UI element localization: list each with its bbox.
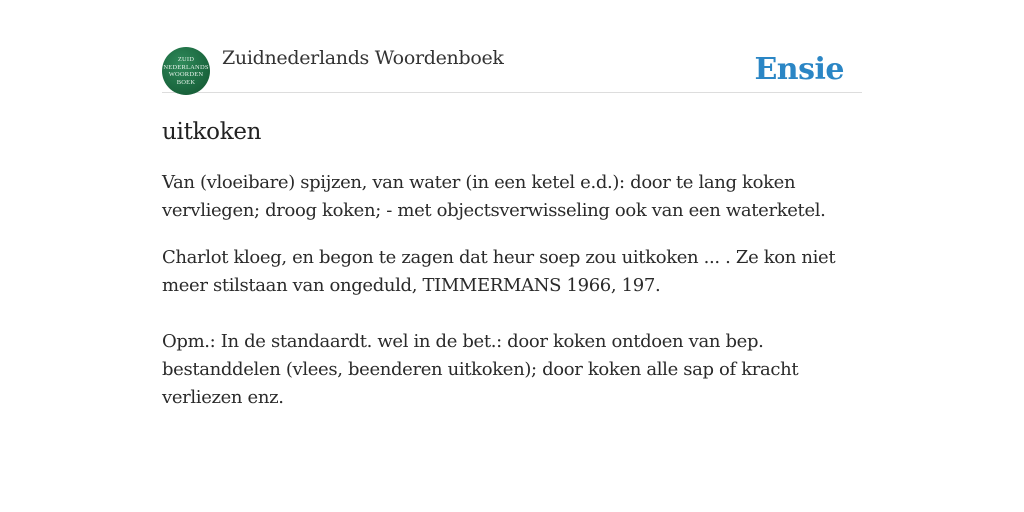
logo-line: ZUID [177, 56, 195, 63]
dictionary-name[interactable]: Zuidnederlands Woordenboek [222, 47, 504, 69]
logo-line: BOEK [176, 78, 196, 86]
headword: uitkoken [162, 119, 262, 145]
example-quote: Charlot kloeg, en begon te zagen dat heur soep zou uitkoken ... . Ze kon niet meer stilstaan van ongeduld, TIMMERMANS 1966, 197. [162, 247, 836, 296]
logo-line: WOORDEN [168, 71, 204, 78]
page-header [162, 44, 862, 93]
entry-card [162, 44, 862, 412]
logo-line: NEDERLANDS [163, 63, 209, 71]
dictionary-logo[interactable] [162, 47, 210, 95]
ensie-logo-link[interactable]: Ensie [754, 52, 844, 87]
usage-remark: Opm.: In de standaardt. wel in de bet.: door koken ontdoen van bep. bestanddelen (vlees, beenderen uitkoken); door koken alle sap of kracht verliezen enz. [162, 331, 799, 408]
definition-text: Van (vloeibare) spijzen, van water (in een ketel e.d.): door te lang koken vervliegen; droog koken; - met objectsverwisseling ook van een waterketel. [162, 172, 826, 221]
